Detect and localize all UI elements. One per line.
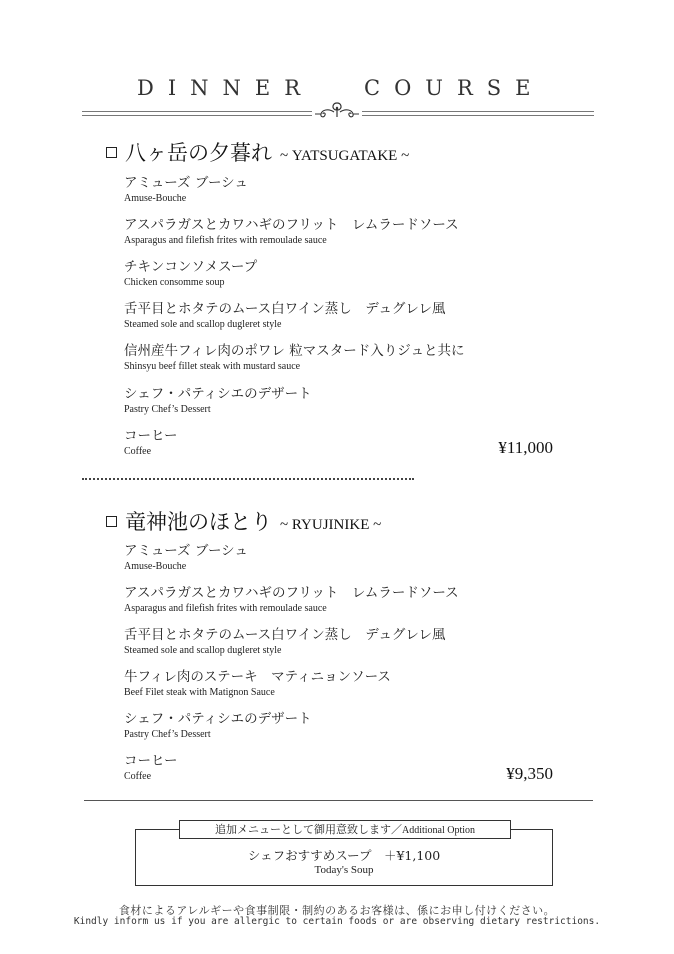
item-en: Pastry Chef’s Dessert [124,729,211,740]
item-jp: 信州産牛フィレ肉のポワレ 粒マスタード入りジュと共に [124,343,465,359]
course-title-en: ~ YATSUGATAKE ~ [280,148,410,164]
item-jp: アスパラガスとカワハギのフリット レムラードソース [124,585,459,601]
item-jp: 舌平目とホタテのムース白ワイン蒸し デュグレレ風 [124,301,446,317]
solid-divider [84,800,593,801]
ornament-icon [312,100,362,120]
item-en: Asparagus and filefish frites with remoulade sauce [124,603,327,614]
item-jp: アミューズ ブーシュ [124,543,248,559]
allergy-note-jp: 食材によるアレルギーや食事制限・制約のあるお客様は、係にお申し付けください。 [118,904,556,917]
course-title-jp: 竜神池のほとり [125,510,272,534]
list-item [124,542,248,574]
dotted-divider [82,478,414,480]
item-en: Steamed sole and scallop dugleret style [124,645,282,656]
item-en: Asparagus and filefish frites with remoulade sauce [124,235,327,246]
list-item [124,584,459,616]
list-item [124,668,391,700]
item-jp: アミューズ ブーシュ [124,175,248,191]
header-course: COURSE [364,76,545,100]
soup-en: Today's Soup [314,864,374,876]
course-title-en: ~ RYUJINIKE ~ [280,517,382,533]
item-jp: シェフ・パティシエのデザート [124,386,312,402]
item-en: Pastry Chef’s Dessert [124,404,211,415]
item-en: Shinsyu beef fillet steak with mustard sauce [124,361,301,372]
item-jp: アスパラガスとカワハギのフリット レムラードソース [124,217,459,233]
course-title-ryujinike [106,506,381,536]
item-jp: シェフ・パティシエのデザート [124,711,312,727]
list-item [124,342,464,374]
list-item [124,300,446,332]
item-jp: チキンコンソメスープ [124,259,258,275]
additional-label-jp: 追加メニューとして御用意致します／ [214,823,402,836]
list-item [124,216,459,248]
course-price: ¥11,000 [498,438,553,457]
additional-label-en: Additional Option [401,825,476,836]
course-title-yatsugatake [106,137,409,167]
item-jp: コーヒー [124,753,178,769]
list-item [124,174,248,206]
item-en: Amuse-Bouche [124,561,187,572]
header-dinner: DINNER [137,76,315,100]
square-bullet-icon [106,147,117,158]
list-item [124,752,177,784]
square-bullet-icon [106,516,117,527]
item-en: Chicken consomme soup [124,277,225,288]
list-item [124,258,257,290]
allergy-note-en: Kindly inform us if you are allergic to certain foods or are observing dietary restrictions. [73,916,601,927]
item-en: Amuse-Bouche [124,193,187,204]
list-item [124,710,312,742]
item-jp: 牛フィレ肉のステーキ マティニョンソース [124,669,391,685]
list-item [124,427,177,459]
item-en: Beef Filet steak with Matignon Sauce [124,687,275,698]
item-jp: 舌平目とホタテのムース白ワイン蒸し デュグレレ風 [124,627,446,643]
item-en: Coffee [124,771,152,782]
additional-option-label [179,820,511,839]
item-en: Coffee [124,446,152,457]
list-item [124,385,312,417]
course-title-jp: 八ヶ岳の夕暮れ [125,141,272,165]
item-en: Steamed sole and scallop dugleret style [124,319,282,330]
soup-jp: シェフおすすめスープ ＋¥1,100 [247,848,441,863]
item-jp: コーヒー [124,428,178,444]
list-item [124,626,446,658]
course-price: ¥9,350 [506,764,553,783]
